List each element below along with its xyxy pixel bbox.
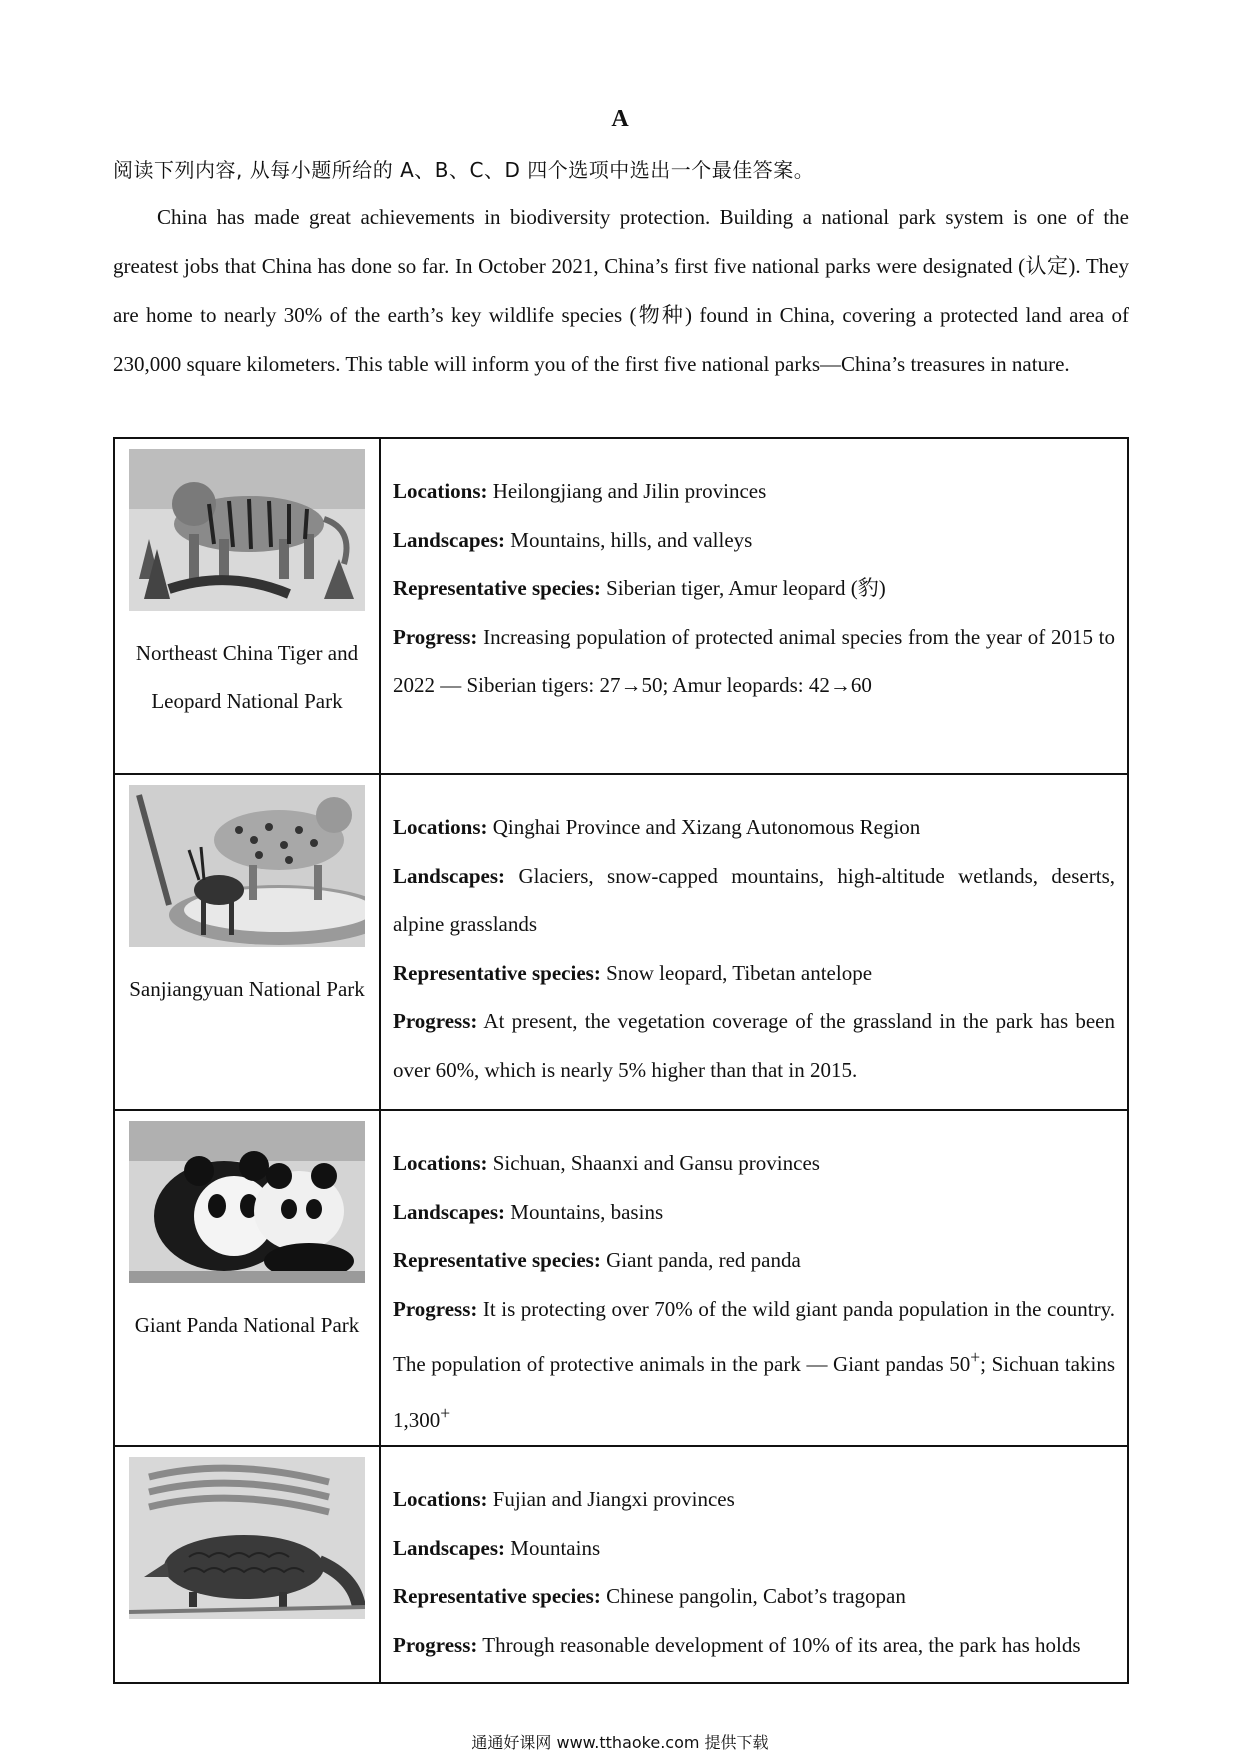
table-row [114, 438, 1128, 774]
park-info-cell [380, 1446, 1128, 1683]
pangolin-illustration-icon [129, 1457, 365, 1619]
park-progress: Progress: At present, the vegetation coverage of the grassland in the park has been over 60%, which is nearly 5% higher than that in 2015. [393, 1009, 1115, 1082]
park-landscapes: Landscapes: Mountains, hills, and valleys [393, 527, 753, 552]
instruction-text: 阅读下列内容, 从每小题所给的 A、B、C、D 四个选项中选出一个最佳答案。 [113, 158, 815, 182]
park-name: Northeast China Tiger and Leopard National Park [135, 641, 359, 713]
park-landscapes: Landscapes: Mountains [393, 1535, 601, 1560]
park-progress: Progress: Through reasonable development of 10% of its area, the park has holds [393, 1632, 1081, 1657]
park-image-cell [114, 1446, 380, 1683]
table-row [114, 774, 1128, 1110]
park-locations: Locations: Qinghai Province and Xizang Autonomous Region [393, 815, 921, 839]
park-info-cell [380, 1110, 1128, 1446]
reading-passage: China has made great achievements in biodiversity protection. Building a national park system is one of the greatest jobs that China has done so far. In October 2021, China’s first five national parks were designated (认定). They are home to nearly 30% of the earth’s key wildlife species (物种) found in China, covering a protected land area of 230,000 square kilometers. This table will inform you of the first five national parks—China’s treasures in nature. [113, 205, 1129, 376]
park-image-cell [114, 774, 380, 1110]
park-locations: Locations: Sichuan, Shaanxi and Gansu provinces [393, 1151, 820, 1175]
footer-watermark: 通通好课网 www.tthaoke.com 提供下载 [471, 1733, 769, 1752]
park-image-cell [114, 438, 380, 774]
park-species: Representative species: Siberian tiger, Amur leopard (豹) [393, 576, 886, 600]
park-landscapes: Landscapes: Glaciers, snow-capped mountains, high-altitude wetlands, deserts, alpine grasslands [393, 863, 1115, 936]
park-progress: Progress: It is protecting over 70% of the wild giant panda population in the country. The population of protective animals in the park — Giant pandas 50+; Sichuan takins 1,300+ [393, 1296, 1116, 1432]
park-species: Representative species: Giant panda, red panda [393, 1248, 801, 1272]
panda-illustration-icon [129, 1121, 365, 1283]
park-landscapes: Landscapes: Mountains, basins [393, 1199, 664, 1224]
snow-leopard-antelope-illustration-icon [129, 785, 365, 947]
table-row [114, 1110, 1128, 1446]
park-progress: Progress: Increasing population of protected animal species from the year of 2015 to 2022 — Siberian tigers: 27→50; Amur leopards: 42→60 [393, 624, 1116, 697]
park-locations: Locations: Heilongjiang and Jilin provinces [393, 479, 767, 503]
park-locations: Locations: Fujian and Jiangxi provinces [393, 1487, 735, 1511]
park-name: Sanjiangyuan National Park [129, 977, 365, 1001]
park-species: Representative species: Chinese pangolin, Cabot’s tragopan [393, 1584, 906, 1608]
park-name: Giant Panda National Park [134, 1313, 360, 1337]
park-info-cell [380, 774, 1128, 1110]
section-label: A [611, 106, 629, 132]
tiger-illustration-icon [129, 449, 365, 611]
park-image-cell [114, 1110, 380, 1446]
table-row [114, 1446, 1128, 1683]
park-species: Representative species: Snow leopard, Tibetan antelope [393, 960, 873, 985]
national-parks-table [113, 437, 1129, 1684]
park-info-cell [380, 438, 1128, 774]
